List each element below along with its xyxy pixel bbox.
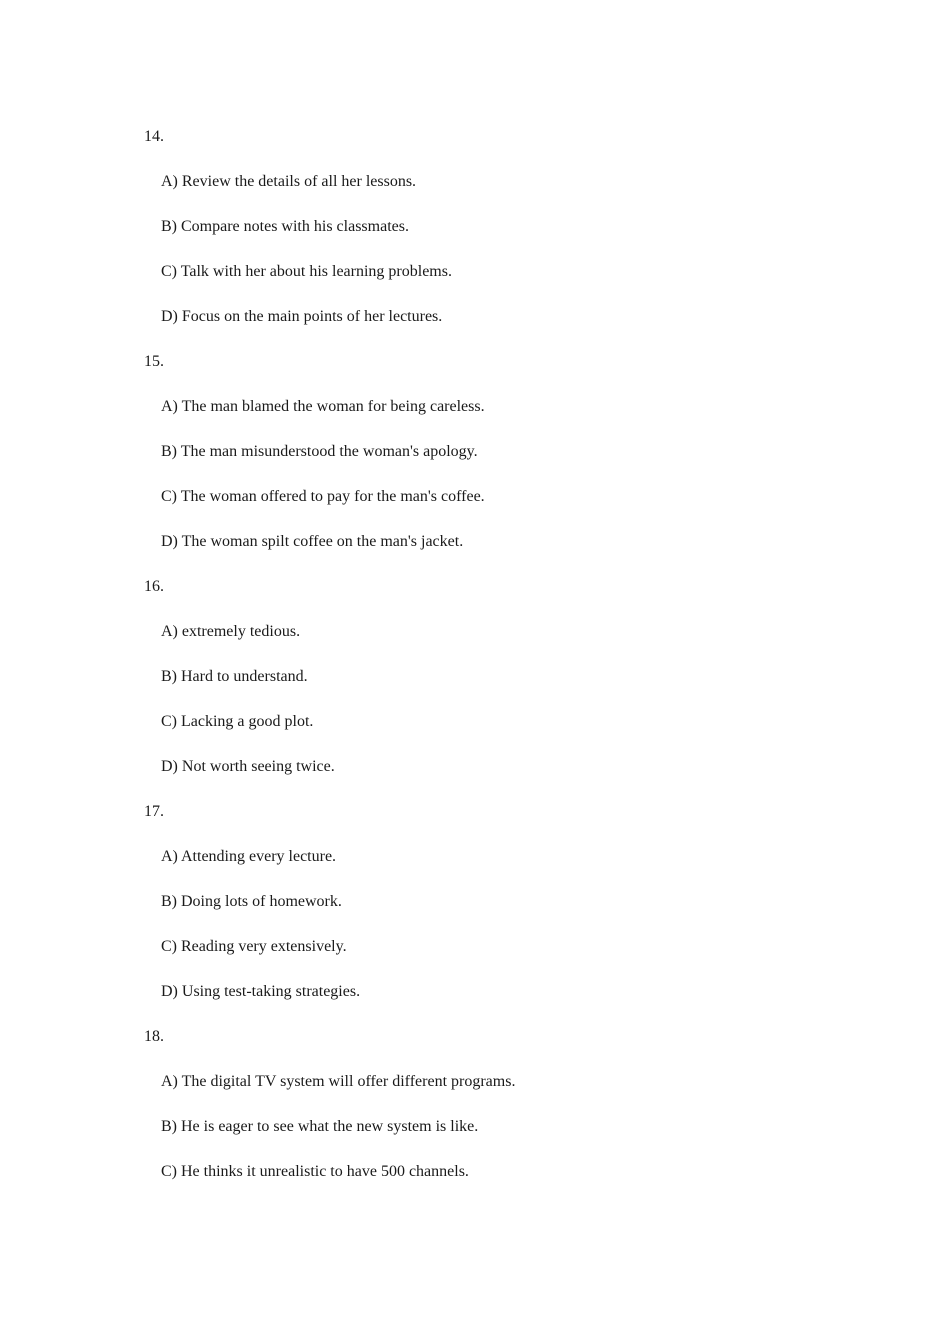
- option-a: A) Review the details of all her lessons.: [161, 173, 417, 190]
- option-c: C) Talk with her about his learning problems.: [161, 263, 452, 280]
- option-c: C) The woman offered to pay for the man's coffee.: [161, 488, 485, 505]
- option-b: B) Doing lots of homework.: [161, 893, 342, 910]
- question-number: 14.: [144, 128, 164, 145]
- option-d: D) Focus on the main points of her lectures.: [161, 308, 443, 325]
- option-c: C) Reading very extensively.: [161, 938, 347, 955]
- question-number: 15.: [144, 353, 164, 370]
- question-number: 18.: [144, 1028, 164, 1045]
- question-number: 17.: [144, 803, 164, 820]
- option-b: B) He is eager to see what the new system is like.: [161, 1118, 479, 1135]
- option-c: C) He thinks it unrealistic to have 500 channels.: [161, 1163, 469, 1180]
- option-c: C) Lacking a good plot.: [161, 713, 314, 730]
- option-a: A) The man blamed the woman for being careless.: [161, 398, 485, 415]
- option-a: A) extremely tedious.: [161, 623, 301, 640]
- option-a: A) The digital TV system will offer different programs.: [161, 1073, 516, 1090]
- question-number: 16.: [144, 578, 164, 595]
- option-d: D) Not worth seeing twice.: [161, 758, 335, 775]
- option-b: B) Compare notes with his classmates.: [161, 218, 409, 235]
- option-d: D) Using test-taking strategies.: [161, 983, 361, 1000]
- option-a: A) Attending every lecture.: [161, 848, 337, 865]
- option-d: D) The woman spilt coffee on the man's jacket.: [161, 533, 464, 550]
- option-b: B) The man misunderstood the woman's apology.: [161, 443, 478, 460]
- option-b: B) Hard to understand.: [161, 668, 308, 685]
